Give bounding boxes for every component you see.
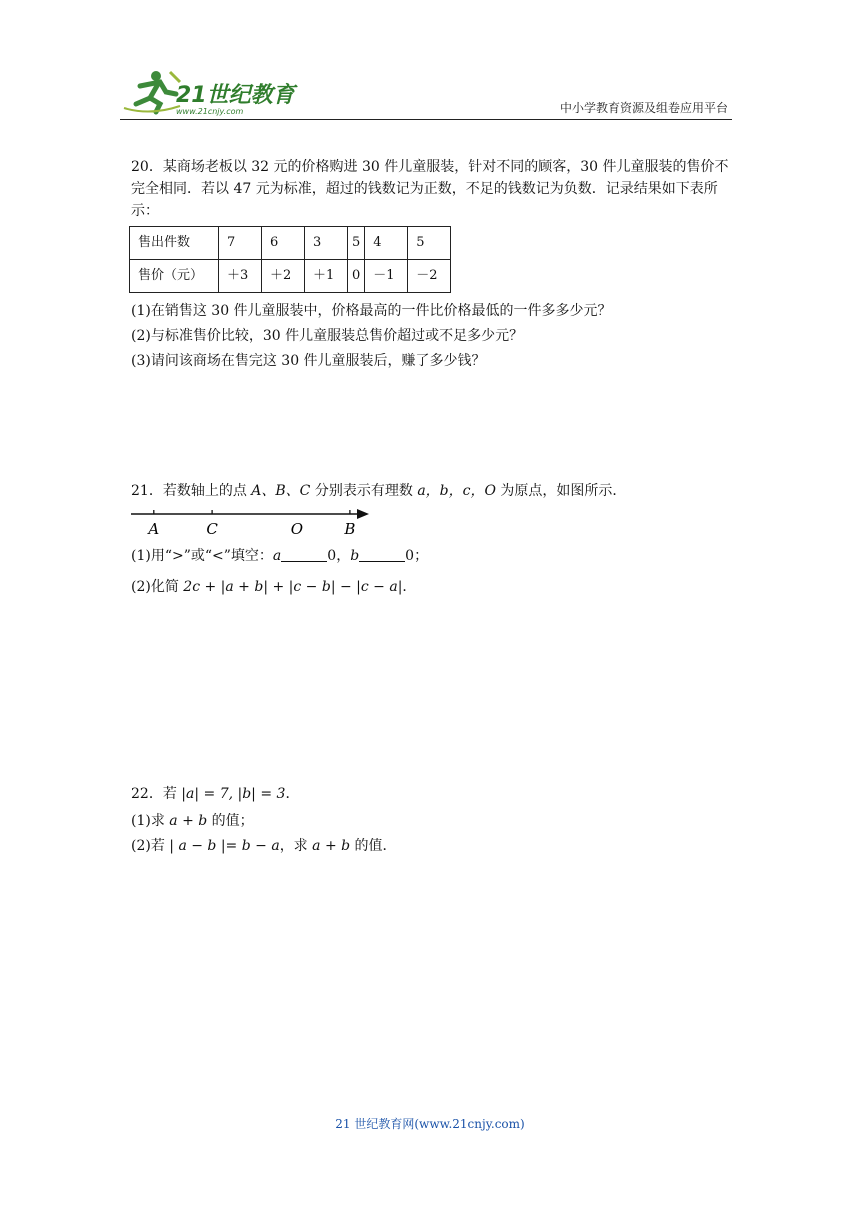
table-cell: 4 bbox=[365, 227, 408, 260]
question-text: ． bbox=[285, 786, 300, 802]
question-text: 0， bbox=[327, 548, 351, 564]
variable: a bbox=[272, 548, 282, 564]
question-21-intro bbox=[131, 480, 731, 502]
question-20 bbox=[131, 156, 731, 374]
table-cell: ＋1 bbox=[305, 260, 348, 293]
question-text: 若 bbox=[162, 786, 182, 802]
answer-blank[interactable] bbox=[359, 547, 405, 562]
question-number: 22． bbox=[131, 786, 163, 802]
question-21-part-2 bbox=[131, 575, 731, 600]
svg-text:21世纪教育: 21世纪教育 bbox=[176, 83, 295, 108]
table-cell: 5 bbox=[408, 227, 451, 260]
table-cell: ＋2 bbox=[262, 260, 305, 293]
variable-names: a，b，c，O bbox=[417, 483, 496, 499]
question-text: 若数轴上的点 bbox=[162, 483, 252, 499]
math-expression: a + b bbox=[169, 813, 208, 829]
question-22-part-1 bbox=[131, 809, 731, 834]
table-cell: －1 bbox=[365, 260, 408, 293]
question-text: 0； bbox=[405, 548, 429, 564]
question-21-part-1 bbox=[131, 544, 731, 569]
table-row bbox=[130, 260, 451, 293]
question-22-part-2 bbox=[131, 834, 731, 859]
row-header: 售出件数 bbox=[130, 227, 219, 260]
question-text: (2)若 bbox=[131, 838, 170, 854]
question-number: 20． bbox=[131, 159, 163, 175]
table-row bbox=[130, 227, 451, 260]
platform-name: 中小学教育资源及组卷应用平台 bbox=[559, 101, 728, 115]
question-22-intro bbox=[131, 783, 731, 805]
header-divider bbox=[120, 119, 732, 120]
axis-point-label: O bbox=[290, 520, 304, 538]
arrow-icon bbox=[357, 509, 369, 519]
question-20-part-1: (1)在销售这 30 件儿童服装中，价格最高的一件比价格最低的一件多多少元？ bbox=[131, 303, 612, 319]
number-line-svg bbox=[131, 506, 381, 540]
question-number: 21． bbox=[131, 483, 163, 499]
question-text: (2)化简 bbox=[131, 579, 184, 595]
axis-point-label: C bbox=[206, 520, 218, 538]
table-cell: ＋3 bbox=[219, 260, 262, 293]
page-header bbox=[120, 62, 732, 120]
question-text: (1)用“>”或“<”填空： bbox=[131, 548, 273, 564]
table-cell: 0 bbox=[348, 260, 365, 293]
table-cell: 5 bbox=[348, 227, 365, 260]
question-21 bbox=[131, 480, 731, 600]
question-22 bbox=[131, 783, 731, 859]
variable: b bbox=[350, 548, 360, 564]
point-names: A、B、C bbox=[251, 483, 311, 499]
table-cell: 7 bbox=[219, 227, 262, 260]
math-expression: | a − b |= b − a bbox=[169, 838, 280, 854]
question-text: 某商场老板以 32 元的价格购进 30 件儿童服装，针对不同的顾客，30 件儿童服装的售价不完全相同．若以 47 元为标准，超过的钱数记为正数，不足的钱数记为负数．记录结果如下表所示： bbox=[131, 159, 729, 219]
question-20-part-2: (2)与标准售价比较，30 件儿童服装总售价超过或不足多少元？ bbox=[131, 328, 524, 344]
question-20-intro bbox=[131, 156, 731, 222]
table-cell: 3 bbox=[305, 227, 348, 260]
table-cell: －2 bbox=[408, 260, 451, 293]
page-footer: 21 世纪教育网(www.21cnjy.com) bbox=[335, 1117, 525, 1131]
axis-point-label: B bbox=[344, 520, 356, 538]
svg-text:www.21cnjy.com: www.21cnjy.com bbox=[176, 107, 244, 116]
number-line bbox=[131, 506, 381, 536]
question-text: ，求 bbox=[279, 838, 313, 854]
question-text: ． bbox=[402, 579, 417, 595]
sales-table bbox=[129, 226, 451, 293]
row-header: 售价（元） bbox=[130, 260, 219, 293]
question-text: (1)求 bbox=[131, 813, 170, 829]
logo-icon bbox=[120, 68, 300, 118]
question-text: 的值； bbox=[207, 813, 254, 829]
question-text: 分别表示有理数 bbox=[310, 483, 418, 499]
math-expression: a + b bbox=[312, 838, 351, 854]
math-expression: |a| = 7, |b| = 3 bbox=[181, 786, 286, 802]
table-cell: 6 bbox=[262, 227, 305, 260]
question-text: 的值． bbox=[350, 838, 397, 854]
axis-point-label: A bbox=[148, 520, 160, 538]
question-20-part-3: (3)请问该商场在售完这 30 件儿童服装后，赚了多少钱？ bbox=[131, 353, 486, 369]
answer-blank[interactable] bbox=[281, 547, 327, 562]
question-text: 为原点，如图所示． bbox=[495, 483, 627, 499]
math-expression: 2c + |a + b| + |c − b| − |c − a| bbox=[183, 579, 403, 595]
